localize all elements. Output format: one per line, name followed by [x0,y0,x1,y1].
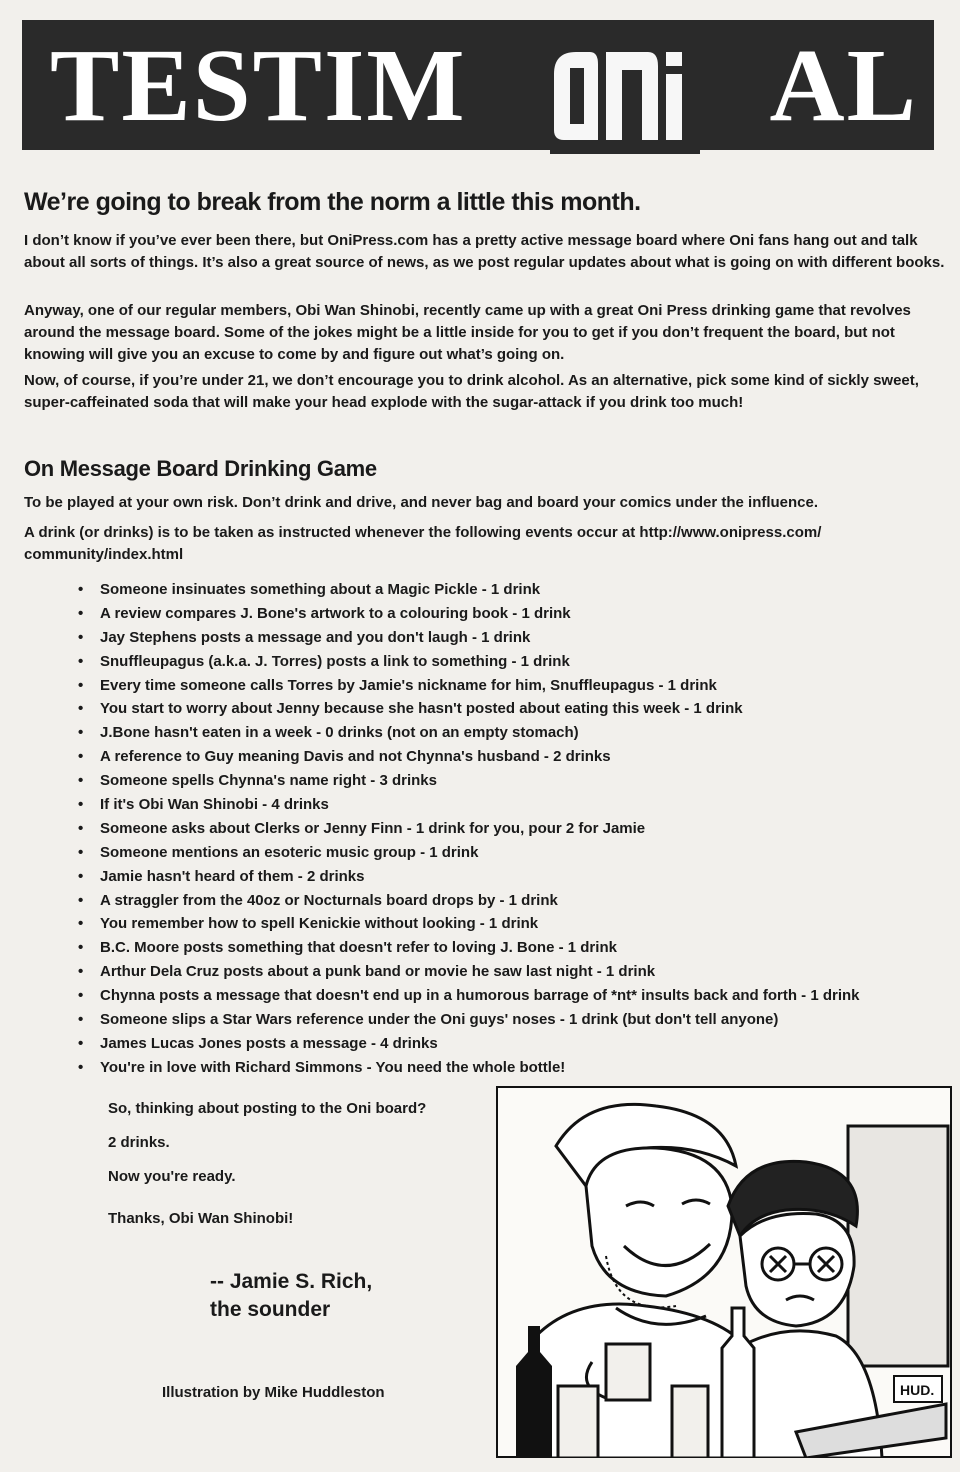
rule-item [78,602,958,626]
intro-paragraph-1: I don’t know if you’ve ever been there, but OniPress.com has a pretty active message board where Oni fans hang out and talk about all sorts of things. It’s also a great source of news, as we post regular updates about what is going on with different books. [24,232,945,271]
bullet-icon: • [78,700,84,718]
rule-item [78,650,958,674]
bullet-icon: • [78,724,84,742]
intro-heading: We’re going to break from the norm a little this month. [24,188,641,216]
bullet-icon: • [78,604,84,622]
rule-text: Someone spells Chynna's name right - 3 drinks [100,772,437,790]
rule-text: You're in love with Richard Simmons - You need the whole bottle! [100,1058,566,1076]
bullet-icon: • [78,628,84,646]
game-heading: On Message Board Drinking Game [24,456,377,481]
intro-paragraph-2: Anyway, one of our regular members, Obi Wan Shinobi, recently came up with a great Oni Press drinking game that revolves around the message board. Some of the jokes might be a little inside for you to get if you don’t frequent the board, but not knowing will give you an excuse to come by and figure out what’s going on. [24,302,911,363]
comic-illustration [496,1086,952,1458]
bullet-icon: • [78,581,84,598]
rule-item [78,936,958,960]
rule-text: You start to worry about Jenny because she hasn't posted about eating this week - 1 drink [100,700,743,718]
rule-item [78,697,958,721]
rule-item [78,865,958,889]
bullet-icon: • [78,987,84,1005]
rule-text: Arthur Dela Cruz posts about a punk band or movie he saw last night - 1 drink [100,963,656,981]
bullet-icon: • [78,891,84,909]
closing-line-2: 2 drinks. [108,1134,170,1151]
rule-text: Someone insinuates something about a Magic Pickle - 1 drink [100,581,541,598]
bullet-icon: • [78,1011,84,1029]
rule-item [78,721,958,745]
rule-text: James Lucas Jones posts a message - 4 drinks [100,1034,438,1052]
rule-text: A review compares J. Bone's artwork to a colouring book - 1 drink [100,604,571,622]
bullet-icon: • [78,843,84,861]
closing-line-1: So, thinking about posting to the Oni board? [108,1100,427,1117]
artist-mark: HUD. [900,1382,935,1398]
bullet-icon: • [78,796,84,814]
rule-item [78,745,958,769]
rule-item [78,912,958,936]
rule-item [78,674,958,698]
bullet-icon: • [78,819,84,837]
bullet-icon: • [78,915,84,933]
rule-text: Snuffleupagus (a.k.a. J. Torres) posts a link to something - 1 drink [100,652,570,670]
banner-title-right: AL [769,28,918,143]
rule-text: Every time someone calls Torres by Jamie's nickname for him, Snuffleupagus - 1 drink [100,676,717,694]
oni-logo [550,44,700,154]
rule-text: Jay Stephens posts a message and you don't laugh - 1 drink [100,628,531,646]
closing-line-4: Thanks, Obi Wan Shinobi! [108,1210,294,1227]
bullet-icon: • [78,939,84,957]
illustration-credit: Illustration by Mike Huddleston [162,1384,385,1401]
rule-item [78,793,958,817]
bullet-icon: • [78,963,84,981]
rule-item [78,578,958,602]
bullet-icon: • [78,748,84,766]
rule-text: A straggler from the 40oz or Nocturnals board drops by - 1 drink [100,891,558,909]
testimonial-banner [22,20,934,150]
rule-item [78,984,958,1008]
rule-item [78,1008,958,1032]
rule-item [78,1056,958,1080]
rule-text: B.C. Moore posts something that doesn't refer to loving J. Bone - 1 drink [100,939,617,957]
closing-line-3: Now you're ready. [108,1168,236,1185]
signature-title: the sounder [210,1298,331,1321]
rule-text: Someone asks about Clerks or Jenny Finn - 1 drink for you, pour 2 for Jamie [100,819,646,837]
signature-name: -- Jamie S. Rich, [210,1270,373,1293]
rule-item [78,817,958,841]
rule-text: Chynna posts a message that doesn't end up in a humorous barrage of *nt* insults back and forth - 1 drink [100,987,860,1005]
rule-text: You remember how to spell Kenickie without looking - 1 drink [100,915,539,933]
bullet-icon: • [78,1034,84,1052]
rule-text: Someone slips a Star Wars reference under the Oni guys' noses - 1 drink (but don't tell anyone) [100,1011,779,1029]
rule-item [78,626,958,650]
game-warning: To be played at your own risk. Don’t drink and drive, and never bag and board your comics under the influence. [24,494,819,511]
rule-text: Someone mentions an esoteric music group - 1 drink [100,843,479,861]
banner-title-left: TESTIM [50,28,467,143]
rule-item [78,889,958,913]
bullet-icon: • [78,867,84,885]
bullet-icon: • [78,1058,84,1076]
rule-text: J.Bone hasn't eaten in a week - 0 drinks (not on an empty stomach) [100,724,579,742]
rule-item [78,769,958,793]
rule-text: Jamie hasn't heard of them - 2 drinks [100,867,365,885]
rule-item [78,1032,958,1056]
bullet-icon: • [78,772,84,790]
bullet-icon: • [78,676,84,694]
intro-paragraph-3: Now, of course, if you’re under 21, we don’t encourage you to drink alcohol. As an alternative, pick some kind of sickly sweet, super-caffeinated soda that will make your head explode with the sugar-attack if you drink too much! [24,372,919,411]
rules-list [78,578,958,1080]
rule-text: A reference to Guy meaning Davis and not Chynna's husband - 2 drinks [100,748,611,766]
bullet-icon: • [78,652,84,670]
rule-text: If it's Obi Wan Shinobi - 4 drinks [100,796,329,814]
rule-item [78,841,958,865]
game-instructions: A drink (or drinks) is to be taken as instructed whenever the following events occur at http://www.onipress.com/ community/index.html [24,524,822,563]
rule-item [78,960,958,984]
